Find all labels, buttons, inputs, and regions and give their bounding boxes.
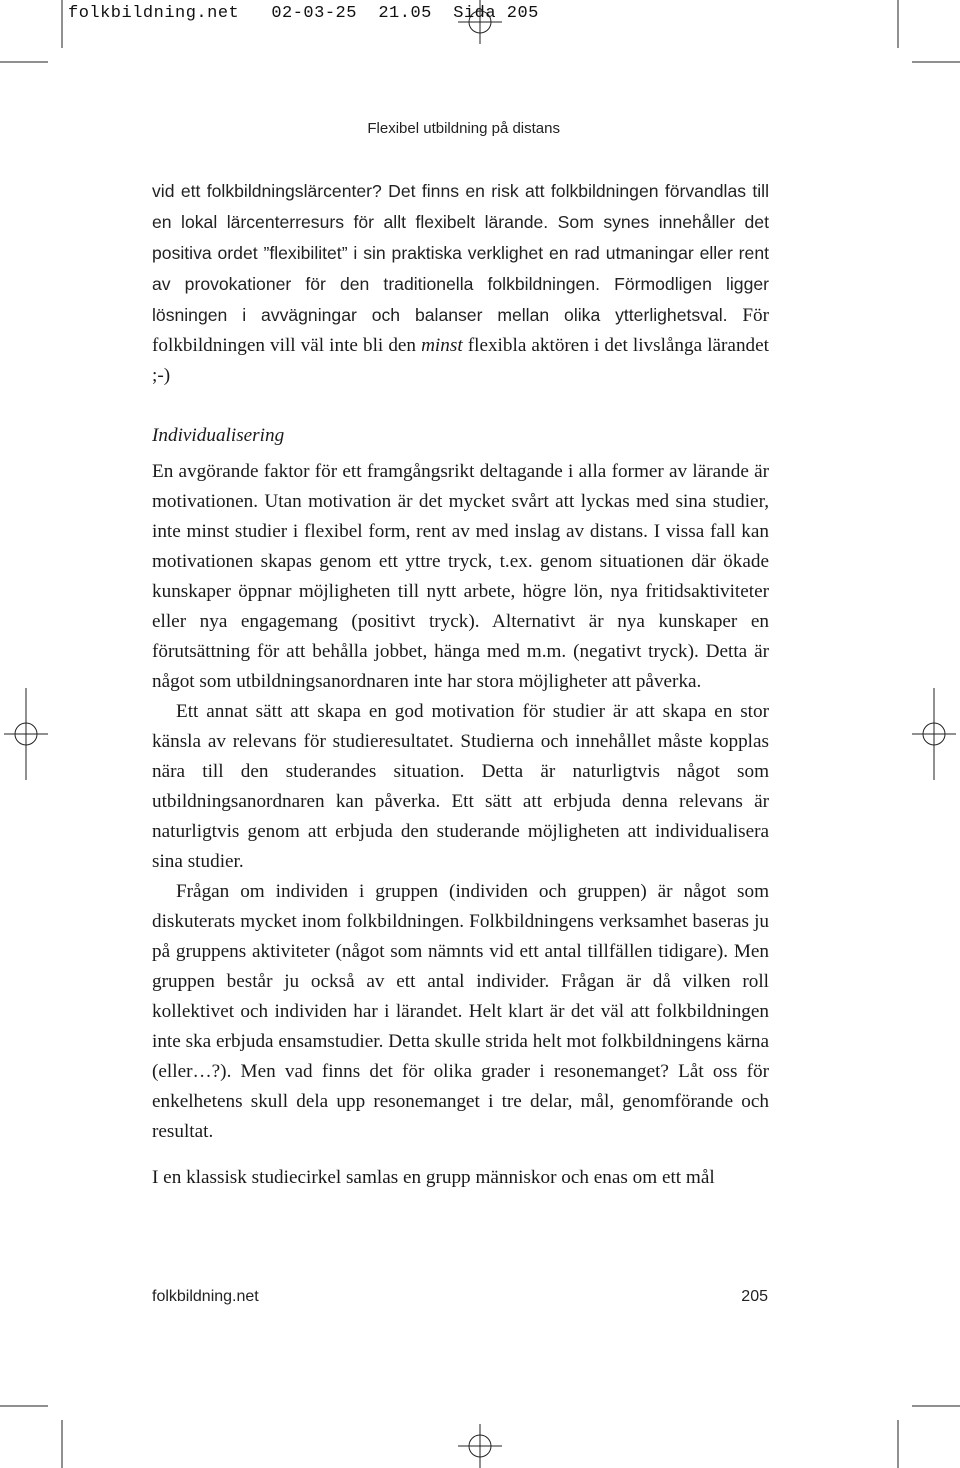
paragraph-1-serif-part: För folkbildningen vill väl inte bli den	[152, 305, 770, 356]
registration-mark-left	[4, 688, 48, 780]
paragraph-1-sans-part: vid ett folkbildningslärcenter? Det finns en risk att folkbildningen förvandlas till en lokal lärcenterresurs för allt flexibelt lärande. Som synes innehåller det positiva ordet ”flexibilitet” i sin praktiska verklighet en rad utmaningar eller rent av provokationer för den traditionella folkbildningen. Förmodligen ligger lösningen i avvägningar och balanser mellan olika ytterlighetsval.	[152, 181, 769, 325]
section-heading: Individualisering	[152, 425, 285, 446]
registration-mark-right	[912, 688, 956, 780]
emphasis-minst: minst	[421, 335, 463, 356]
page-number: 205	[741, 1288, 768, 1305]
running-head: Flexibel utbildning på distans	[367, 120, 560, 137]
footer-site: folkbildning.net	[152, 1288, 259, 1305]
paragraph-1	[152, 176, 769, 391]
paragraph-4: Frågan om individen i gruppen (individen och gruppen) är något som diskuterats mycket inom folkbildningen. Folkbildningens verksamhet baseras ju på gruppens aktiviteter (något som nämnts vid ett antal tillfällen tidigare). Men gruppen består ju också av ett antal individer. Frågan är då vilken roll kollektivet och individen har i lärandet. Helt klart är det väl att folkbildningen inte ska erbjuda ensamstudier. Detta skulle strida helt mot folkbildningens kärna (eller…?). Men vad finns det för olika grader i resonemanget? Låt oss för enkelhetens skull dela upp resonemanget i tre delar, mål, genomförande och resultat.	[152, 881, 769, 1142]
registration-mark-bottom	[458, 1424, 502, 1468]
body-text	[152, 176, 769, 1193]
paragraph-2: En avgörande faktor för ett framgångsrikt deltagande i alla former av lärande är motivationen. Utan motivation är det mycket svårt att lyckas med sina studier, inte minst studier i flexibel form, rent av med inslag av distans. I vissa fall kan motivationen skapas genom ett yttre tryck, t.ex. genom situationen där ökade kunskaper öppnar möjligheten till nytt arbete, högre lön, nya fritidsaktiviteter eller nya engagemang (positivt tryck). Alternativt är nya kunskaper en förutsättning för att behålla jobbet, hänga med m.m. (negativt tryck). Detta är något som utbildningsanordnaren inte har stora möjligheter att påverka.	[152, 461, 769, 692]
printer-slug-line: folkbildning.net 02-03-25 21.05 Sida 205	[68, 4, 539, 23]
paragraph-3: Ett annat sätt att skapa en god motivation för studier är att skapa en stor känsla av relevans för studieresultatet. Studierna och innehållet måste kopplas nära till den studerandes situation. Detta är naturligtvis något som utbildningsanordnaren kan påverka. Ett sätt att erbjuda denna relevans är naturligtvis genom att erbjuda den studerande möjligheten att individualisera sina studier.	[152, 701, 769, 872]
paragraph-5: I en klassisk studiecirkel samlas en grupp människor och enas om ett mål	[152, 1167, 715, 1188]
paragraph-1-serif-end: flexibla aktören i det livslånga lärandet ;-)	[152, 335, 769, 386]
